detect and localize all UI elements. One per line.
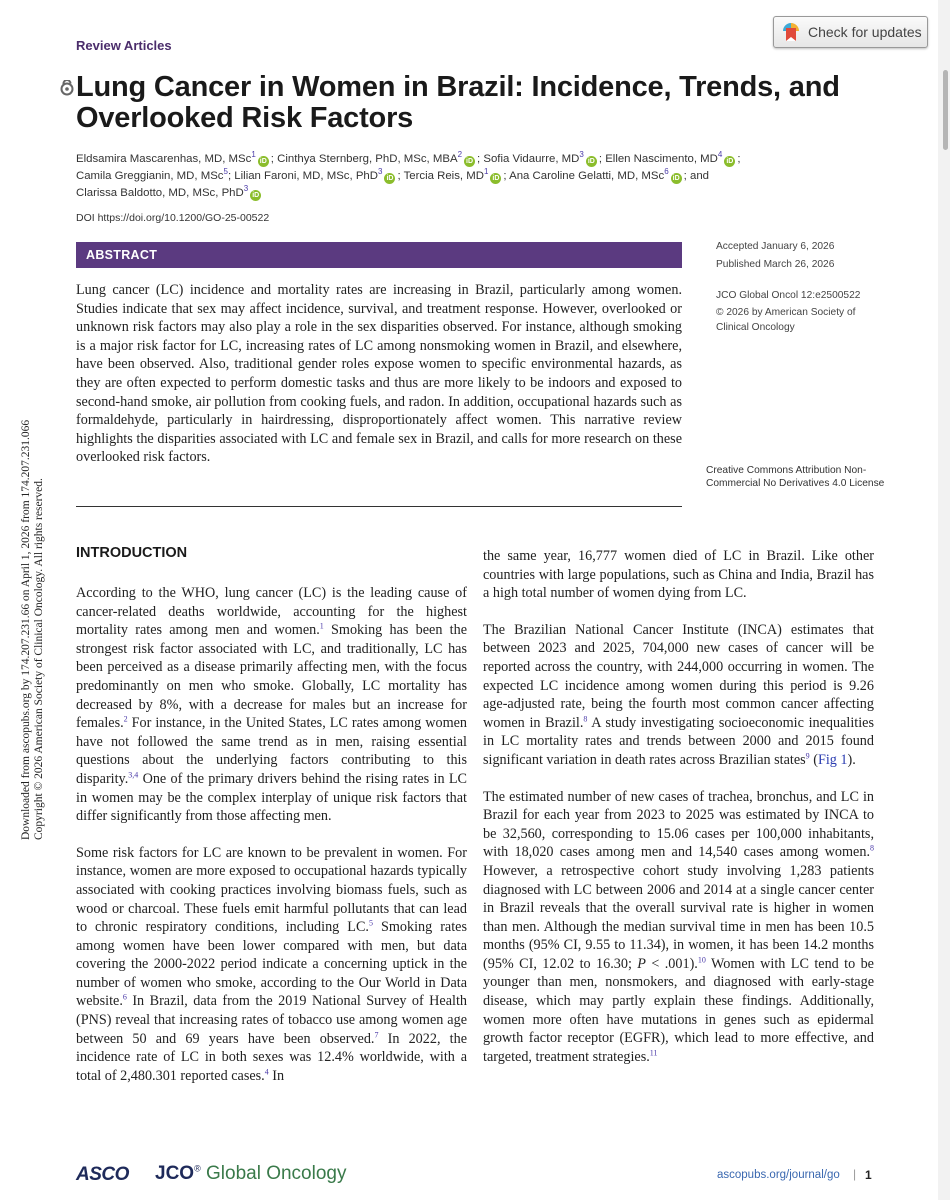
orcid-icon[interactable]: iD (672, 175, 680, 182)
download-notice-text: Downloaded from ascopubs.org by 174.207.231.66 on April 1, 2026 from 174.207.231.066 Copyright © 2026 American Society of Clinical Oncology. All rights reserved. (20, 419, 45, 840)
orcid-icon[interactable]: iD (492, 175, 500, 182)
citation-ref[interactable]: 7 (374, 1029, 379, 1039)
check-for-updates-label: Check for updates (808, 24, 922, 40)
author[interactable]: Sofia Vidaurre, $MD^3$ (483, 150, 584, 165)
download-notice (6, 380, 52, 840)
crossmark-icon (782, 22, 800, 42)
section-heading-introduction: INTRODUCTION (76, 545, 188, 561)
abstract-heading: ABSTRACT (76, 242, 682, 268)
author-list: Eldsamira Mascarenhas, MD, MSc$^1$iD ; Cinthya Sternberg, PhD, MSc, MBA$^2$iD ; Sofia Vidaurre, $MD^3iD$ ; Ellen Nascimento, $MD^4iD$ ; Camila Greggianin, MD, MSc$^5$; Lilian Faroni, MD, MSc, PhD$^3$iD ; Tercia Reis, $MD^1iD$ ; Ana Caroline Gelatti, MD, MSc$^6$iD ; and Clarissa Baldotto, MD, MSc, PhD$^3$iD (76, 150, 741, 199)
orcid-icon[interactable]: iD (726, 158, 734, 165)
paragraph: The estimated number of new cases of trachea, bronchus, and LC in Brazil for each year from 2023 to 2025 was estimated by INCA to be 32,560, corresponding to 15.06 cases per 100,000 inhabitants, with 18,020 cases among men and 14,540 cases among women.$^8$ However, a retrospective cohort study involving 1,283 patients diagnosed with LC between 2006 and 2014 at a single cancer center in Brazil reveals that the overall survival rate is higher in women than men. Although the median survival time in men has been 10.5 months (95% CI, 9.55 to 11.34), in women, it has been 14.2 months (95% CI, 12.02 to 16.30; P < .001).$^{10}$ Women with LC tend to be younger than men, nonsmokers, and diagnosed with early-stage disease, which may partly explain these findings. Additionally, women more often have mutations in genes such as epidermal growth factor receptor (EGFR), which lead to more effective, and targeted, treatment strategies.$^{11}$ (483, 788, 874, 1065)
section-tag[interactable]: Review Articles (76, 38, 172, 53)
jco-go-logo: JCO® Global Oncology (155, 1163, 347, 1184)
citation-ref[interactable]: 5 (368, 918, 373, 928)
scrollbar[interactable] (938, 0, 950, 1200)
article-title: Lung Cancer in Women in Brazil: Incidence, Trends, and Overlooked Risk Factors (76, 71, 840, 134)
author[interactable]: Eldsamira Mascarenhas, MD, MSc$^1$ (76, 150, 256, 165)
accepted-date: Accepted January 6, 2026 (716, 241, 835, 252)
orcid-icon[interactable]: iD (587, 158, 595, 165)
author[interactable]: Cinthya Sternberg, PhD, MSc, MBA$^2$ (277, 150, 463, 165)
citation-ref[interactable]: 4 (264, 1067, 269, 1077)
author[interactable]: Ellen Nascimento, $MD^4$ (605, 150, 723, 165)
asco-logo: ASCO (76, 1164, 129, 1185)
author[interactable]: Tercia Reis, $MD^1$ (403, 167, 489, 182)
published-date: Published March 26, 2026 (716, 259, 835, 270)
abstract-text: Lung cancer (LC) incidence and mortality rates are increasing in Brazil, particularly among women. Studies indicate that sex may affect incidence, survival, and treatment response. However, overlooked or unknown risk factors may also play a role in the sex disparities observed. For instance, although smoking is a major risk factor for LC, increasing rates of LC among nonsmoking women in Brazil, and elsewhere, have been observed. Also, traditional gender roles expose women to specific environmental hazards, as they are often expected to perform domestic tasks and thus are more likely to be indoors and exposed to second-hand smoke, air pollution from cooking fuels, and radon. In addition, occupational hazards such as formaldehyde, particularly in hairdressing, disproportionately affect women. This narrative review highlights the disparities associated with LC and female sex in Brazil, and calls for more research on these overlooked risk factors. (76, 282, 682, 466)
citation: JCO Global Oncol 12:e2500522 (716, 290, 861, 301)
author[interactable]: Camila Greggianin, MD, MSc$^5$ (76, 167, 228, 182)
copyright: © 2026 by American Society of Clinical Oncology (716, 307, 856, 333)
citation-ref[interactable]: 11 (649, 1048, 658, 1058)
license-link[interactable]: Creative Commons Attribution Non-Commercial No Derivatives 4.0 License (706, 465, 885, 489)
citation-ref[interactable]: 1 (319, 621, 324, 631)
citation-ref[interactable]: 3,4 (128, 770, 139, 780)
page-number: 1 (865, 1168, 872, 1182)
paragraph: The Brazilian National Cancer Institute (INCA) estimates that between 2023 and 2025, 704,000 new cases of cancer will be reported across the country, with 244,000 occurring in women. The expected LC incidence among women during this period is 9.26 age-adjusted rate, being the fourth most common cancer affecting women in Brazil.$^8$ A study investigating socioeconomic inequalities in LC mortality rates and trends between 2000 and 2015 found significant variation in death rates across Brazilian states$^9$ (Fig 1). (483, 621, 874, 768)
paragraph: the same year, 16,777 women died of LC in Brazil. Like other countries with large populations, such as China and India, Brazil has a high total number of women dying from LC. (483, 548, 874, 602)
citation-ref[interactable]: 6 (122, 992, 127, 1002)
figure-ref-link[interactable]: Fig 1 (817, 751, 848, 768)
paragraph: Some risk factors for LC are known to be prevalent in women. For instance, women are more exposed to occupational hazards typically associated with cooking practices involving biomass fuels, such as wood or charcoal. These fuels emit harmful pollutants that can lead to chronic respiratory conditions, including LC.$^5$ Smoking rates among women have been lower compared with men, but data covering the 2000-2022 period indicate a concerning uptick in the number of women who smoke, according to the Our World in Data website.$^6$ In Brazil, data from the 2019 National Survey of Health (PNS) reveal that increasing rates of tobacco use among women age between 50 and 69 years have been observed.$^7$ In 2022, the incidence rate of LC in both sexes was 12.4% worldwide, with a total of 2,480.301 reported cases.$^4$ In (76, 844, 468, 1084)
author[interactable]: Clarissa Baldotto, MD, MSc, PhD$^3$ (76, 184, 249, 199)
abstract-divider (76, 506, 682, 507)
check-for-updates-button[interactable] (773, 16, 928, 48)
scrollbar-thumb[interactable] (943, 70, 948, 150)
journal-url-link[interactable]: ascopubs.org/journal/go (717, 1169, 840, 1181)
paragraph: According to the WHO, lung cancer (LC) is the leading cause of cancer-related deaths worldwide, accounting for the highest mortality rates among men and women.$^1$ Smoking has been the strongest risk factor associated with LC, and traditionally, LC has been perceived as a disease primarily affecting men, with the focus predominantly on men who smoke. Globally, LC mortality has decreased by 8%, with a decrease for males but an increase for females.$^2$ For instance, in the United States, LC rates among women have not followed the same trend as in men, raising essential questions about the underlying factors contributing to this disparity.$^{3,4}$ One of the primary drivers behind the rising rates in LC in women may be the complex interplay of unique risk factors that differ significantly from those affecting men. (76, 585, 467, 825)
orcid-icon[interactable]: iD (466, 158, 474, 165)
orcid-icon[interactable]: iD (252, 192, 260, 199)
author[interactable]: Lilian Faroni, MD, MSc, PhD$^3$ (234, 167, 383, 182)
orcid-icon[interactable]: iD (259, 158, 267, 165)
citation-ref[interactable]: 10 (697, 955, 706, 965)
author[interactable]: Ana Caroline Gelatti, MD, MSc$^6$ (509, 167, 669, 182)
footer-separator: | (853, 1167, 857, 1181)
citation-ref[interactable]: 8 (870, 843, 874, 853)
open-access-icon (60, 80, 74, 96)
citation-ref[interactable]: 2 (123, 714, 128, 724)
orcid-icon[interactable]: iD (386, 175, 394, 182)
citation-ref[interactable]: 9 (805, 751, 810, 761)
body-column-right (483, 547, 874, 1084)
body-column-left (76, 584, 467, 1103)
doi-link[interactable]: DOI https://doi.org/10.1200/GO-25-00522 (76, 212, 270, 224)
citation-ref[interactable]: 8 (583, 714, 588, 724)
